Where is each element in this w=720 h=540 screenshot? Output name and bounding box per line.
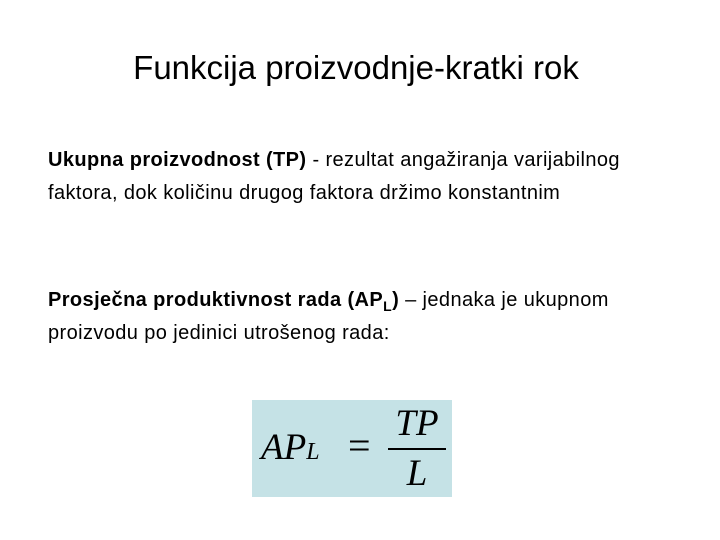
term-total-product: Ukupna proizvodnost (TP)	[48, 149, 307, 171]
term-average-product-close: )	[392, 289, 400, 311]
paragraph-total-product	[48, 144, 668, 210]
formula-lhs-main: AP	[261, 427, 307, 468]
formula-box	[252, 400, 452, 497]
definition-average-product: – jednaka je ukupnom proizvodu po jedinici utrošenog rada:	[48, 289, 609, 344]
term-average-product	[48, 289, 400, 314]
formula-equals-sign: =	[348, 423, 371, 468]
definition-total-product: - rezultat angažiranja varijabilnog faktora, dok količinu drugog faktora držimo konstantnim	[48, 149, 620, 204]
term-average-product-main: Prosječna produktivnost rada (AP	[48, 289, 384, 311]
formula-lhs	[261, 426, 320, 474]
term-average-product-subscript: L	[383, 298, 393, 314]
formula-denominator: L	[406, 453, 428, 494]
slide-title: Funkcija proizvodnje-kratki rok	[133, 49, 579, 86]
formula-numerator: TP	[395, 403, 439, 444]
formula-lhs-subscript: L	[306, 439, 320, 465]
formula-fraction-bar	[388, 448, 446, 450]
paragraph-average-product	[48, 284, 668, 350]
